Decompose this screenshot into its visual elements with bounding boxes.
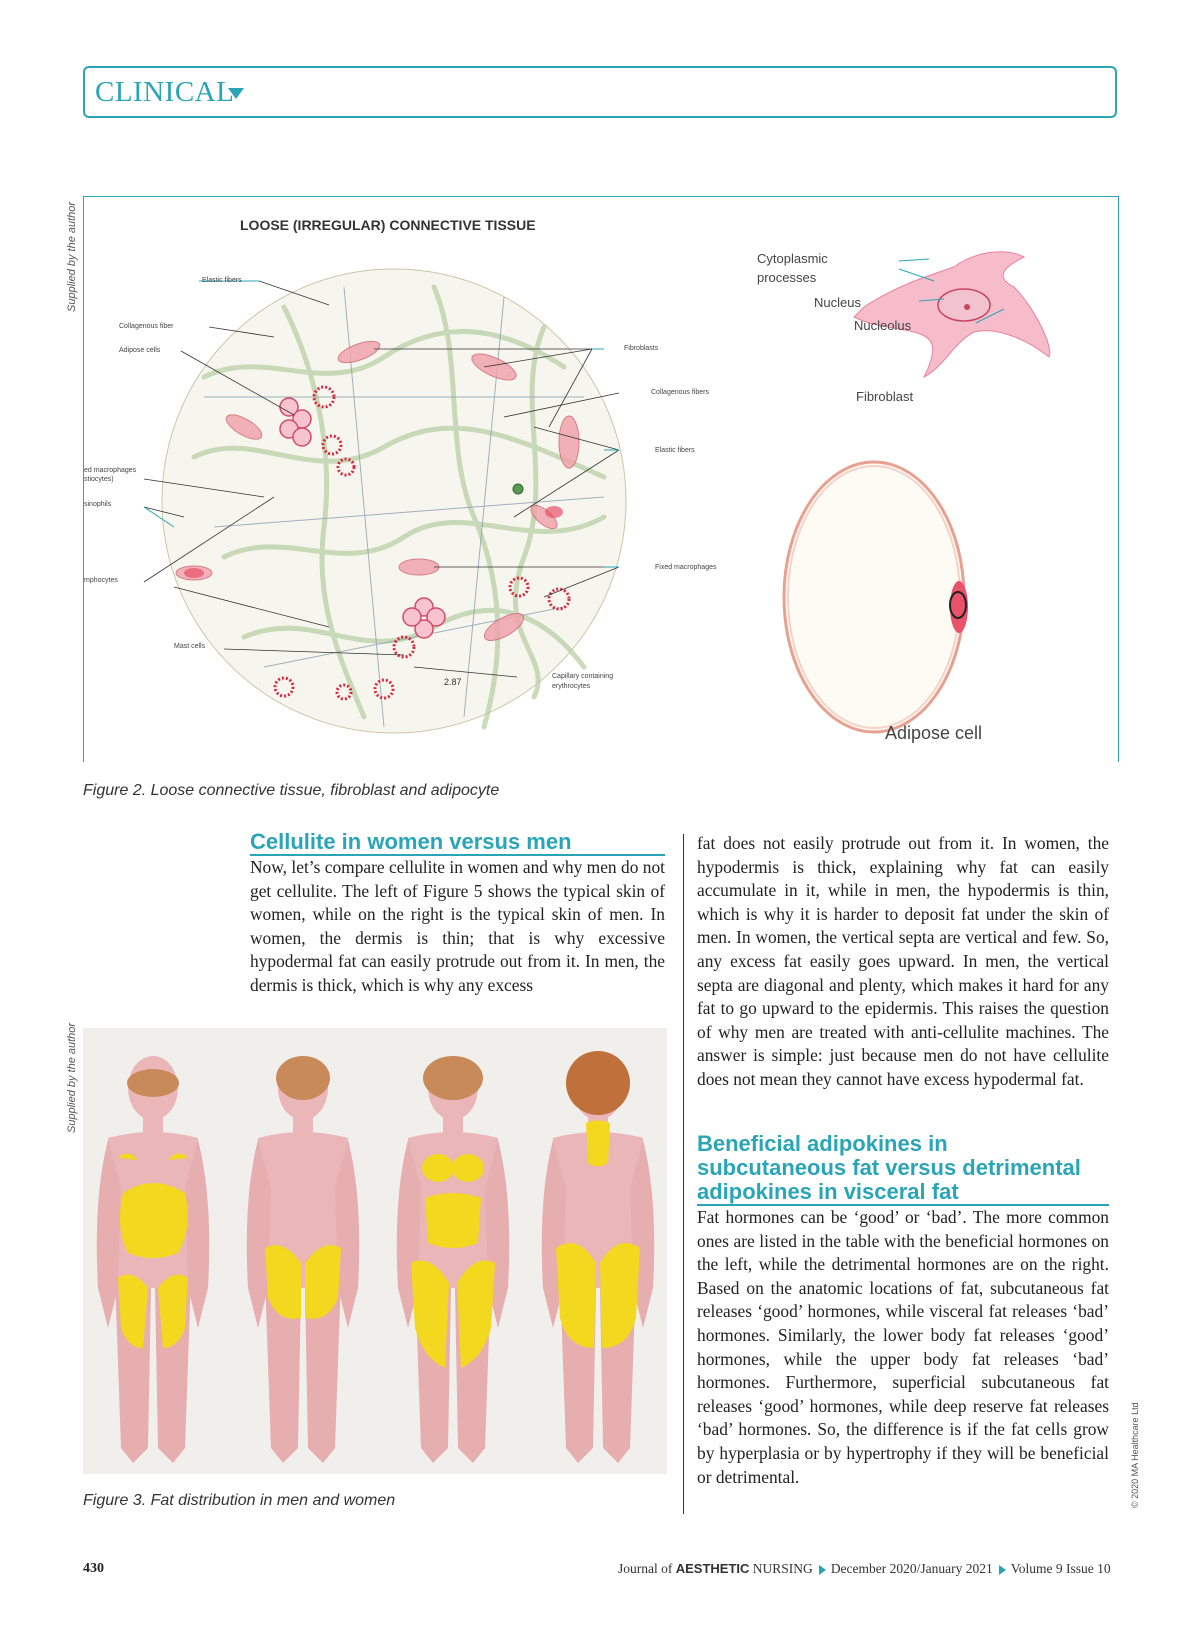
section-dropdown-icon	[228, 88, 244, 99]
label-collagenous-fiber: Collagenous fiber	[119, 323, 174, 330]
label-adipose-cell: Adipose cell	[885, 723, 983, 743]
section2-paragraph: Fat hormones can be ‘good’ or ‘bad’. The more common ones are listed in the table with the beneficial hormones on the left, while the detrimental hormones are on the right. Based on the anatomic locations of fat, subcutaneous fat releases ‘good’ hormones, while visceral fat releases ‘bad’ hormones. Similarly, the lower body fat releases ‘good’ hormones, while the upper body fat releases ‘bad’ hormones. Furthermore, superficial subcutaneous fat releases ‘good’ hormones, while deep reserve fat releases ‘bad’ hormones. So, the difference is if the fat cells grow by hyperplasia or by hypertrophy if they will be beneficial or detrimental.	[697, 1207, 1109, 1487]
issue-date: December 2020/January 2021	[830, 1561, 993, 1576]
section2-heading-line-1: Beneficial adipokines in	[697, 1131, 948, 1156]
label-collagenous-fibers: Collagenous fibers	[651, 389, 709, 396]
label-nucleus: Nucleus	[814, 295, 861, 310]
label-elastic-fibers-left: Elastic fibers	[202, 277, 242, 284]
figure2-caption: Figure 2. Loose connective tissue, fibroblast and adipocyte	[83, 782, 500, 799]
section1-paragraph-2: fat does not easily protrude out from it. In women, the hypodermis is thick, explaining why fat can easily accumulate in it, while in men, the hypodermis is thin, which is why it is harder to deposit fat under the skin of men. In women, the vertical septa are vertical and few. So, any excess fat easily goes upward. In men, the vertical septa are diagonal and plenty, which makes it hard for any fat to go upward to the epidermis. This raises the question of why men are treated with anti-cellulite machines. The answer is simple: just because men do not have cellulite does not mean they cannot have excess hypodermal fat.	[697, 833, 1109, 1089]
label-nucleolus: Nucleolus	[854, 318, 912, 333]
label-processes: processes	[757, 270, 817, 285]
volume-issue: Volume 9 Issue 10	[1010, 1561, 1111, 1576]
svg-text:2.87: 2.87	[444, 677, 462, 687]
journal-name-bold: AESTHETIC	[675, 1561, 750, 1576]
section1-heading: Cellulite in women versus men	[250, 829, 572, 854]
figure3-caption: Figure 3. Fat distribution in men and women	[83, 1492, 396, 1509]
section2-heading-line-2: subcutaneous fat versus detrimental	[697, 1155, 1081, 1180]
journal-prefix: Journal of	[618, 1561, 676, 1576]
label-adipose-cells: Adipose cells	[119, 347, 161, 354]
fat-distribution-illustration	[83, 1028, 667, 1474]
figure2-title: LOOSE (IRREGULAR) CONNECTIVE TISSUE	[240, 217, 536, 233]
section2-heading-line-3: adipokines in visceral fat	[697, 1179, 959, 1204]
section2-text	[697, 1206, 1109, 1489]
section1-heading-block	[250, 830, 665, 856]
label-elastic-fibers-right: Elastic fibers	[655, 447, 695, 454]
column-divider	[683, 834, 684, 1514]
journal-suffix: NURSING	[749, 1561, 813, 1576]
label-fibroblast: Fibroblast	[856, 389, 914, 404]
label-mast-cells: Mast cells	[174, 643, 206, 650]
journal-footer	[618, 1561, 1111, 1577]
section1-paragraph-1: Now, let’s compare cellulite in women and why men do not get cellulite. The left of Figure 5 shows the typical skin of women, while on the right is the typical skin of men. In women, the dermis is thin; that is why excessive hypodermal fat can easily protrude out from it. In men, the dermis is thick, which is why any excess	[250, 857, 665, 995]
figure3-credit: Supplied by the author	[66, 1022, 78, 1133]
footer-arrow-icon	[819, 1565, 826, 1575]
section-label: CLINICAL	[95, 76, 235, 108]
section1-col1-text	[250, 856, 665, 998]
section1-col2-text	[697, 832, 1109, 1092]
label-fixed-macrophages: Fixed macrophages	[655, 564, 717, 571]
footer-arrow-icon	[999, 1565, 1006, 1575]
figure-3	[83, 1028, 667, 1474]
label-histiocytes: stiocytes)	[84, 476, 114, 483]
label-cytoplasmic: Cytoplasmic	[757, 251, 828, 266]
label-erythrocytes: erythrocytes	[552, 683, 591, 690]
section2-heading-block	[697, 1132, 1109, 1206]
page-number: 430	[83, 1561, 104, 1576]
label-fibroblasts: Fibroblasts	[624, 345, 659, 352]
copyright-notice: © 2020 MA Healthcare Ltd	[1130, 1402, 1140, 1508]
label-lymphocytes: mphocytes	[84, 577, 118, 584]
figure2-credit: Supplied by the author	[66, 201, 78, 312]
label-macrophages: ed macrophages	[84, 467, 137, 474]
figure-2	[83, 196, 1119, 762]
label-capillary: Capillary containing	[552, 673, 614, 680]
label-eosinophils: sinophils	[84, 501, 112, 508]
